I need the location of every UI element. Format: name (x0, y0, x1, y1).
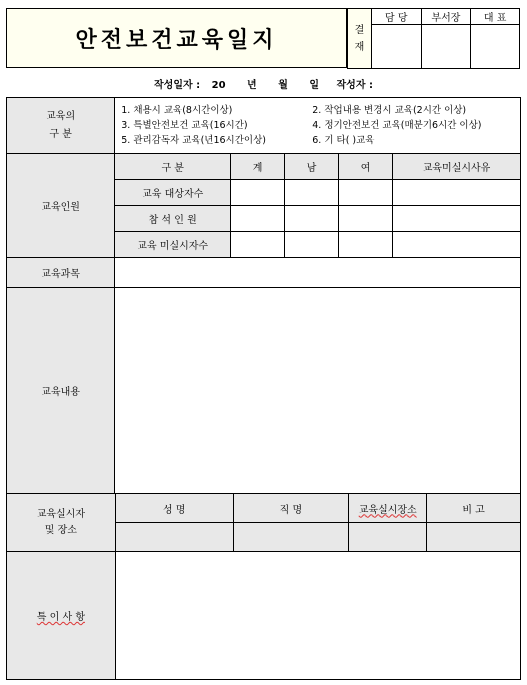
month-unit: 월 (278, 80, 288, 91)
instructor-header-place (349, 494, 427, 523)
attended-total-cell[interactable] (231, 206, 285, 232)
content-label: 교육내용 (7, 288, 115, 494)
absent-male-cell[interactable] (285, 232, 339, 258)
approval-sign-dept-head[interactable] (421, 25, 471, 69)
instructor-note-cell[interactable] (427, 523, 521, 552)
absent-female-cell[interactable] (339, 232, 393, 258)
approval-header-staff: 담 당 (371, 9, 421, 25)
remarks-label-text: 특 이 사 항 (36, 612, 85, 623)
subject-cell[interactable] (115, 258, 521, 288)
writer-label: 작성자 : (336, 80, 373, 91)
year-prefix: 20 (211, 80, 226, 91)
subject-label: 교육과목 (7, 258, 115, 288)
attended-male-cell[interactable] (285, 206, 339, 232)
target-female-cell[interactable] (339, 180, 393, 206)
instructor-place-cell[interactable] (349, 523, 427, 552)
approval-table (347, 8, 520, 69)
instructor-header-place-text: 교육실시장소 (358, 504, 417, 516)
remarks-cell[interactable] (115, 552, 520, 680)
personnel-label: 교육인원 (7, 154, 115, 258)
date-label: 작성일자 : (154, 80, 201, 91)
personnel-row-target: 교육 대상자수 (115, 180, 231, 206)
personnel-row-attended: 참 석 인 원 (115, 206, 231, 232)
education-type-1[interactable]: 1. 채용시 교육(8시간이상) (121, 105, 233, 116)
education-type-label: 교육의 구 분 (7, 98, 115, 154)
content-cell[interactable] (115, 288, 521, 494)
instructor-name-cell[interactable] (115, 523, 233, 552)
instructor-table (6, 493, 521, 552)
approval-side-label: 결 재 (348, 9, 372, 69)
day-unit: 일 (309, 80, 320, 91)
instructor-header-note: 비 고 (427, 494, 521, 523)
target-reason-cell[interactable] (393, 180, 521, 206)
instructor-position-cell[interactable] (233, 523, 349, 552)
absent-total-cell[interactable] (231, 232, 285, 258)
personnel-header-male: 남 (285, 154, 339, 180)
target-male-cell[interactable] (285, 180, 339, 206)
target-total-cell[interactable] (231, 180, 285, 206)
approval-header-ceo: 대 표 (471, 9, 520, 25)
personnel-row-absent: 교육 미실시자수 (115, 232, 231, 258)
approval-header-dept-head: 부서장 (421, 9, 471, 25)
personnel-header-female: 여 (339, 154, 393, 180)
education-type-5[interactable]: 5. 관리감독자 교육(년16시간이상) (121, 135, 266, 146)
personnel-header-total: 계 (231, 154, 285, 180)
instructor-label: 교육실시자 및 장소 (7, 494, 116, 552)
education-type-3[interactable]: 3. 특별안전보건 교육(16시간) (121, 120, 248, 131)
approval-sign-ceo[interactable] (471, 25, 520, 69)
approval-sign-staff[interactable] (371, 25, 421, 69)
instructor-header-name: 성 명 (115, 494, 233, 523)
absent-reason-cell[interactable] (393, 232, 521, 258)
education-type-2[interactable]: 2. 작업내용 변경시 교육(2시간 이상) (312, 105, 467, 116)
personnel-header-category: 구 분 (115, 154, 231, 180)
remarks-label (7, 552, 116, 680)
year-unit: 년 (247, 80, 257, 91)
document-title: 안전보건교육일지 (75, 27, 278, 53)
education-type-options (115, 98, 521, 154)
attended-female-cell[interactable] (339, 206, 393, 232)
remarks-table (6, 551, 521, 680)
education-type-6[interactable]: 6. 기 타( )교육 (312, 135, 375, 146)
education-log-form (6, 97, 521, 494)
meta-line (0, 76, 527, 91)
education-type-4[interactable]: 4. 정기안전보건 교육(매분기6시간 이상) (312, 120, 482, 131)
personnel-header-reason: 교육미실시사유 (393, 154, 521, 180)
attended-reason-cell[interactable] (393, 206, 521, 232)
instructor-header-position: 직 명 (233, 494, 349, 523)
